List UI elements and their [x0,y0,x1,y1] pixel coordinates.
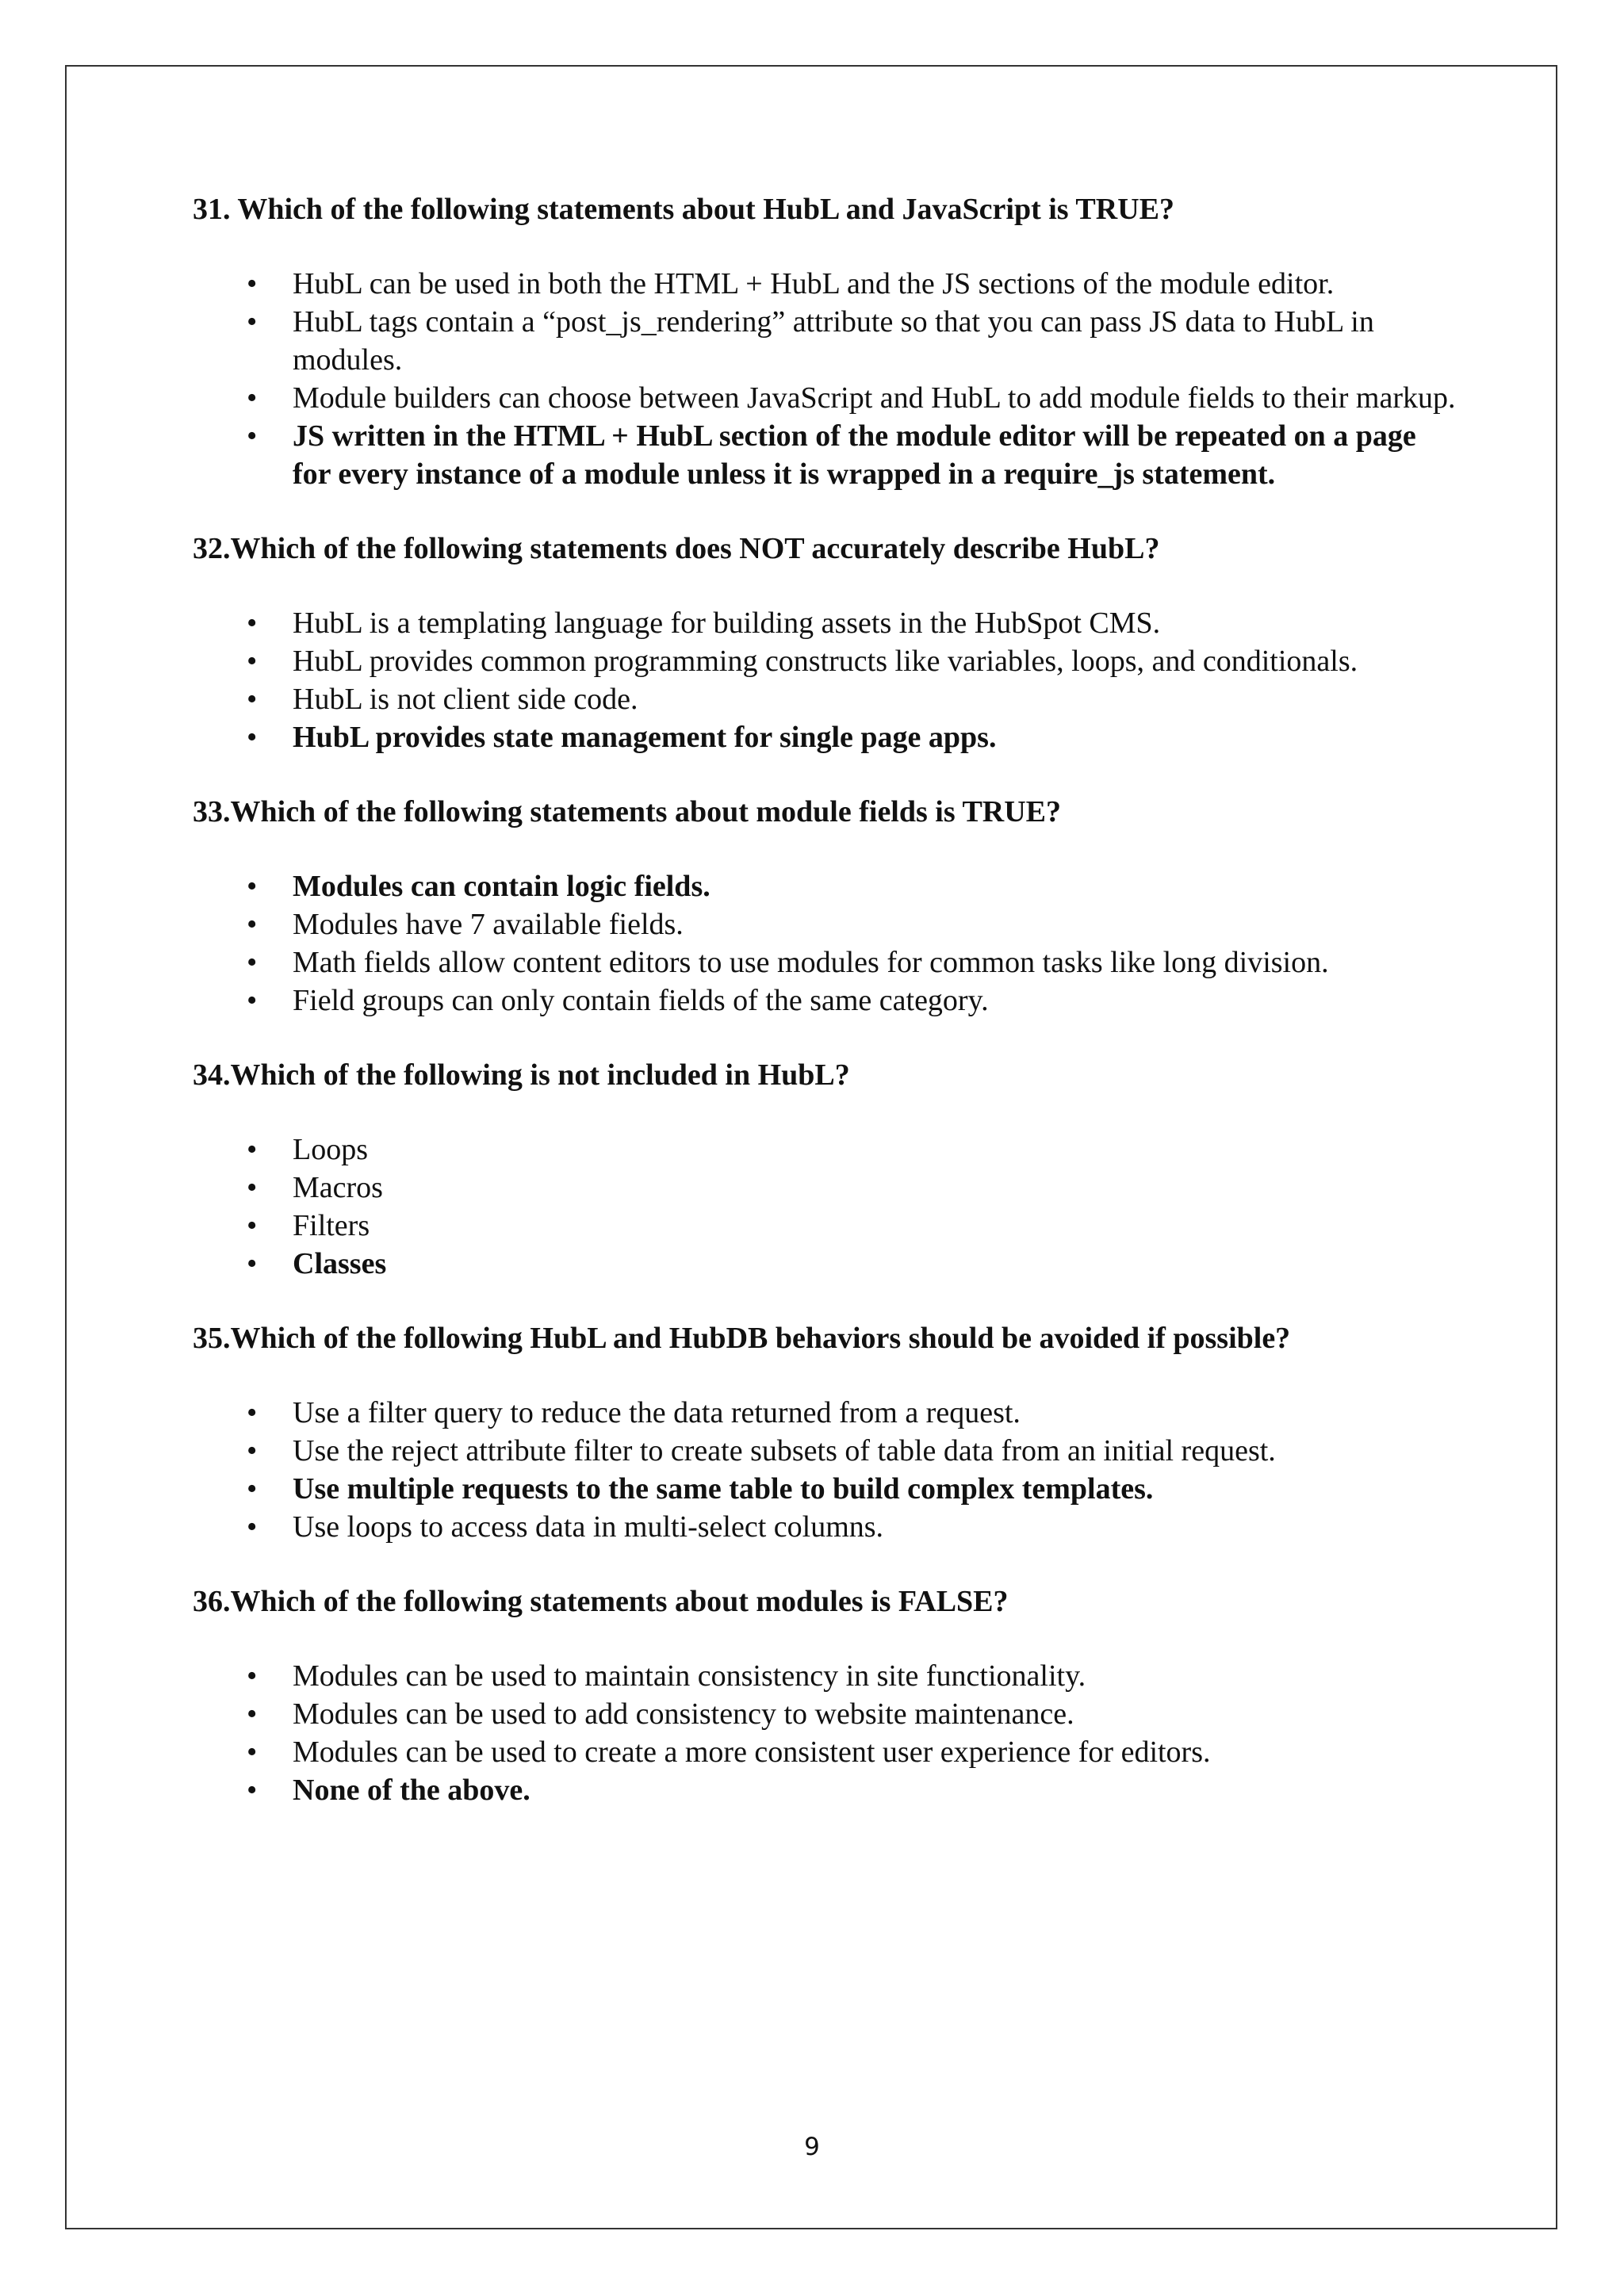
option-item [193,1733,1461,1771]
option-text: HubL provides state management for single page apps. [293,721,997,754]
option-text: Field groups can only contain fields of the same category. [293,984,989,1017]
bullet-icon: • [247,419,258,453]
bullet-icon: • [247,1396,258,1429]
option-text: Use the reject attribute filter to create subsets of table data from an initial request. [293,1434,1276,1468]
question-title: 32.Which of the following statements does NOT accurately describe HubL? [193,532,1160,565]
option-text: HubL can be used in both the HTML + HubL and the JS sections of the module editor. [293,267,1335,300]
correct-option-item [193,1245,1461,1283]
correct-option-item [193,718,1461,756]
option-item [193,303,1461,379]
bullet-icon: • [247,1659,258,1693]
option-text: Filters [293,1209,370,1242]
bullet-icon: • [247,1247,258,1280]
question-32 [193,530,1461,756]
bullet-icon: • [247,267,258,300]
bullet-icon: • [247,870,258,903]
option-item [193,604,1461,642]
correct-option-item [193,1470,1461,1508]
option-item [193,905,1461,943]
bullet-icon: • [247,908,258,941]
option-text: Classes [293,1247,387,1280]
option-item [193,1508,1461,1546]
bullet-icon: • [247,1697,258,1731]
option-text: Macros [293,1171,383,1204]
question-33 [193,793,1461,1020]
bullet-icon: • [247,1171,258,1204]
option-list [193,604,1461,756]
bullet-icon: • [247,1510,258,1544]
bullet-icon: • [247,1735,258,1769]
correct-option-item [193,1771,1461,1809]
option-text: Module builders can choose between JavaScript and HubL to add module fields to their markup. [293,381,1456,415]
option-text: Modules have 7 available fields. [293,908,684,941]
question-35 [193,1319,1461,1546]
option-text: Use a filter query to reduce the data returned from a request. [293,1396,1021,1429]
option-list [193,265,1461,493]
option-text: HubL tags contain a “post_js_rendering” attribute so that you can pass JS data to HubL in modules. [293,305,1374,377]
option-item [193,1207,1461,1245]
question-title: 34.Which of the following is not included in HubL? [193,1058,850,1092]
option-text: Loops [293,1133,368,1166]
option-list [193,1394,1461,1546]
option-list [193,1657,1461,1809]
question-title: 31. Which of the following statements about HubL and JavaScript is TRUE? [193,193,1174,226]
option-text: HubL is a templating language for building assets in the HubSpot CMS. [293,607,1161,640]
option-list [193,1131,1461,1283]
option-item [193,982,1461,1020]
option-item [193,1131,1461,1169]
option-text: Modules can be used to maintain consistency in site functionality. [293,1659,1086,1693]
option-item [193,1169,1461,1207]
question-36 [193,1582,1461,1809]
question-title: 33.Which of the following statements about module fields is TRUE? [193,795,1062,828]
bullet-icon: • [247,1434,258,1468]
option-text: Modules can contain logic fields. [293,870,710,903]
bullet-icon: • [247,946,258,979]
option-item [193,642,1461,680]
option-text: Use loops to access data in multi-select columns. [293,1510,884,1544]
option-item [193,1657,1461,1695]
bullet-icon: • [247,984,258,1017]
bullet-icon: • [247,683,258,716]
question-34 [193,1056,1461,1283]
bullet-icon: • [247,1472,258,1506]
option-item [193,379,1461,417]
option-text: None of the above. [293,1774,530,1807]
option-item [193,1394,1461,1432]
correct-option-item [193,867,1461,905]
bullet-icon: • [247,721,258,754]
option-text: HubL is not client side code. [293,683,638,716]
option-text: Modules can be used to create a more consistent user experience for editors. [293,1735,1211,1769]
option-item [193,265,1461,303]
option-item [193,1695,1461,1733]
question-title: 35.Which of the following HubL and HubDB behaviors should be avoided if possible? [193,1322,1291,1355]
question-list [193,190,1461,1846]
page-number: 9 [804,2133,820,2161]
option-list [193,867,1461,1020]
bullet-icon: • [247,1209,258,1242]
option-text: JS written in the HTML + HubL section of the module editor will be repeated on a page for every instance of a module unless it is wrapped in a require_js statement. [293,419,1416,491]
bullet-icon: • [247,1774,258,1807]
option-item [193,680,1461,718]
option-text: Modules can be used to add consistency to website maintenance. [293,1697,1074,1731]
bullet-icon: • [247,607,258,640]
option-text: Math fields allow content editors to use modules for common tasks like long division. [293,946,1329,979]
bullet-icon: • [247,381,258,415]
option-item [193,1432,1461,1470]
question-31 [193,190,1461,493]
option-text: HubL provides common programming constructs like variables, loops, and conditionals. [293,645,1358,678]
bullet-icon: • [247,1133,258,1166]
option-text: Use multiple requests to the same table to build complex templates. [293,1472,1154,1506]
question-title: 36.Which of the following statements about modules is FALSE? [193,1585,1009,1618]
option-item [193,943,1461,982]
correct-option-item [193,417,1461,493]
bullet-icon: • [247,305,258,339]
bullet-icon: • [247,645,258,678]
